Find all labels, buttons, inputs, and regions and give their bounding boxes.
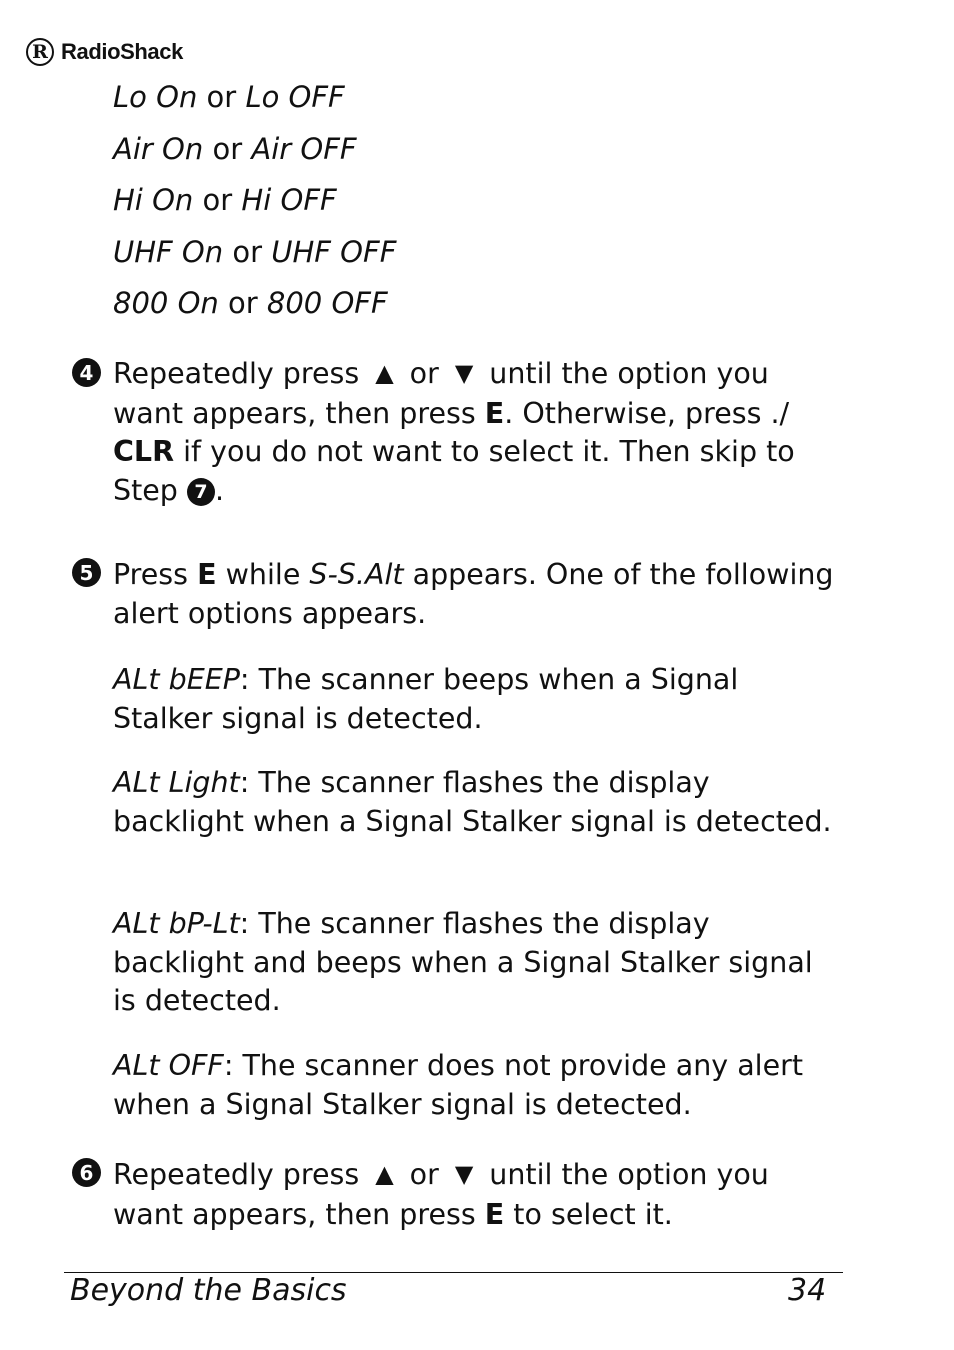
down-arrow-icon: ▼ (454, 1160, 474, 1188)
step-4-text (113, 355, 843, 510)
option-on: Hi On (113, 183, 194, 217)
step-text: while (216, 558, 301, 591)
step-4-number-icon: 4 (72, 358, 101, 387)
option-off: Lo OFF (245, 80, 345, 114)
key-e: E (484, 396, 505, 430)
step-text: until the option you (489, 1158, 769, 1191)
alert-light (113, 764, 843, 841)
alert-bp-lt (113, 905, 843, 1021)
step-6-continuation: want appears, then press E to select it. (113, 1197, 673, 1231)
option-off: UHF OFF (271, 235, 397, 269)
key-clr: CLR (113, 435, 175, 468)
alert-desc: : The scanner beeps when a Signal Stalker signal is detected. (113, 663, 739, 735)
key-e: E (484, 1197, 505, 1231)
step-6-text (113, 1156, 843, 1234)
step-text: . (214, 473, 225, 507)
option-off: Air OFF (251, 132, 357, 166)
step-text: until the option you (489, 357, 769, 390)
alert-name: ALt bEEP (113, 663, 240, 696)
step-6-line (113, 1156, 843, 1196)
alert-name: ALt Light (113, 766, 240, 799)
step-text: Repeatedly press (113, 357, 360, 390)
option-off: 800 OFF (266, 286, 388, 320)
option-or: or (206, 80, 237, 114)
option-hi (113, 183, 337, 217)
option-lo (113, 80, 345, 114)
mode-name: S-S.Alt (309, 558, 404, 591)
option-off: Hi OFF (241, 183, 337, 217)
alert-name: ALt bP-Lt (113, 907, 240, 940)
step-5-number-icon: 5 (72, 558, 101, 587)
page-number: 34 (788, 1273, 827, 1308)
alert-desc: : The scanner does not provide any alert when a Signal Stalker signal is detected. (113, 1049, 804, 1121)
step-4-continuation: want appears, then press E. Otherwise, press ./ CLR if you do not want to select it. Then skip to Step 7 . (113, 396, 795, 507)
option-or: or (228, 286, 258, 320)
step-text: appears. One of the following alert options appears. (113, 558, 834, 630)
key-e: E (197, 558, 217, 591)
step-text: Press (113, 558, 189, 591)
option-or: or (212, 132, 243, 166)
option-uhf (113, 235, 397, 269)
alert-desc: : The scanner flashes the display backlight when a Signal Stalker signal is detected. (113, 766, 832, 838)
up-arrow-icon: ▲ (375, 359, 394, 387)
radioshack-logo (26, 38, 183, 66)
option-on: 800 On (113, 286, 219, 320)
alert-desc: : The scanner flashes the display backlight and beeps when a Signal Stalker signal is detected. (113, 907, 813, 1017)
step-text: . Otherwise, press ./ (504, 396, 790, 430)
step-6-number-icon: 6 (72, 1158, 101, 1187)
step-5-text (113, 556, 843, 633)
option-air (113, 132, 357, 166)
option-on: Air On (113, 132, 204, 166)
step-text: if you do not want to select it. Then skip to Step (113, 435, 795, 507)
step-7-ref-icon: 7 (187, 478, 215, 506)
brand-name: RadioShack (61, 39, 183, 64)
alert-beep (113, 661, 843, 738)
step-text: Repeatedly press (113, 1158, 360, 1191)
footer-section-title: Beyond the Basics (70, 1273, 347, 1308)
step-4-line (113, 355, 843, 395)
up-arrow-icon: ▲ (375, 1160, 394, 1188)
registered-r-icon: R (26, 38, 54, 66)
option-or: or (202, 183, 233, 217)
step-text: to select it. (504, 1197, 673, 1231)
option-on: Lo On (113, 80, 198, 114)
down-arrow-icon: ▼ (454, 359, 474, 387)
option-or: or (232, 235, 263, 269)
option-800 (113, 286, 388, 320)
step-text: or (409, 357, 439, 390)
alert-name: ALt OFF (113, 1049, 224, 1082)
step-text: or (409, 1158, 439, 1191)
alert-off (113, 1047, 843, 1124)
option-on: UHF On (113, 235, 224, 269)
